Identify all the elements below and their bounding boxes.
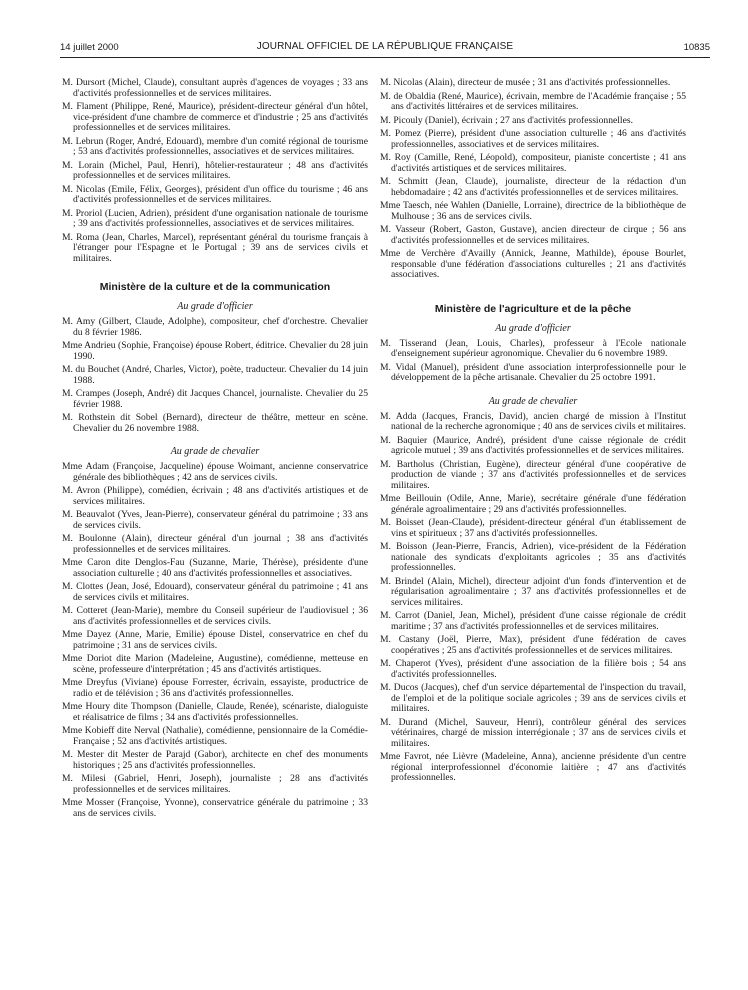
header-title: JOURNAL OFFICIEL DE LA RÉPUBLIQUE FRANÇAISE [256, 41, 514, 52]
entry: M. Proriol (Lucien, Adrien), président d'une organisation nationale de tourisme ; 39 ans d'activités professionnelles, associatives et de services militaires. [62, 207, 368, 229]
grade-chevalier-label: Au grade de chevalier [170, 446, 260, 457]
entry: M. Boisson (Jean-Pierre, Francis, Adrien), vice-président de la Fédération nationale des syndicats d'exploitants agricoles ; 35 ans d'activités professionnelles. [380, 541, 686, 573]
entry: Mme Favrot, née Lièvre (Madeleine, Anna), ancienne présidente d'un centre régional interprofessionnel d'économie laitière ; 47 ans d'activités professionnelles. [380, 751, 686, 783]
left-top-entries [62, 78, 368, 264]
entry: M. Durand (Michel, Sauveur, Henri), contrôleur général des services vétérinaires, chargé de mission interrégionale ; 37 ans de services civils et militaires. [380, 716, 686, 749]
entry: Mme Mosser (Françoise, Yvonne), conservatrice générale du patrimoine ; 33 ans de services civils. [62, 797, 368, 819]
entry: M. Baquier (Maurice, André), président d'une caisse régionale de crédit agricole mutuel ; 39 ans d'activités professionnelles et de services militaires. [380, 434, 686, 456]
section-title-agriculture: Ministère de l'agriculture et de la pêche [434, 302, 632, 315]
entry: M. Chaperot (Yves), président d'une association de la filière bois ; 54 ans d'activités professionnelles. [380, 658, 686, 680]
entry: M. Nicolas (Alain), directeur de musée ; 31 ans d'activités professionnelles. [380, 77, 671, 88]
grade-chevalier-label: Au grade de chevalier [488, 395, 578, 407]
right-column [380, 78, 686, 787]
entry: M. Lorain (Michel, Paul, Henri), hôtelier-restaurateur ; 48 ans d'activités professionnelles et de services militaires. [62, 159, 368, 181]
entry: Mme Houry dite Thompson (Danielle, Claude, Renée), scénariste, dialoguiste et réalisatrice de films ; 34 ans d'activités professionnelles. [62, 701, 368, 723]
entry: M. Crampes (Joseph, André) dit Jacques Chancel, journaliste. Chevalier du 25 février 1988. [62, 388, 368, 410]
entry: M. Adda (Jacques, Francis, David), ancien chargé de mission à l'Institut national de la recherche agronomique ; 40 ans de services civils et militaires. [380, 410, 686, 432]
entry: M. Tisserand (Jean, Louis, Charles), professeur à l'Ecole nationale d'enseignement supérieur agronomique. Chevalier du 6 novembre 1989. [380, 337, 686, 359]
page-header [60, 40, 710, 54]
entry: M. Brindel (Alain, Michel), directeur adjoint d'un fonds d'intervention et de régularisation agroalimentaire ; 37 ans d'activités professionnelles et de services militaires. [380, 575, 686, 608]
left-officier-entries [62, 317, 368, 434]
entry: Mme Beillouin (Odile, Anne, Marie), secrétaire générale d'une fédération générale agroalimentaire ; 29 ans d'activités professionnelles. [380, 493, 686, 515]
entry: Mme Doriot dite Marion (Madeleine, Augustine), comédienne, metteuse en scène, professeure d'interprétation ; 45 ans d'activités artistiques. [62, 653, 368, 675]
entry: M. Cotteret (Jean-Marie), membre du Conseil supérieur de l'audiovisuel ; 36 ans d'activités professionnelles et de services civils. [62, 605, 368, 627]
entry: M. Beauvalot (Yves, Jean-Pierre), conservateur général du patrimoine ; 33 ans de services civils. [62, 509, 368, 531]
entry: M. Roma (Jean, Charles, Marcel), représentant général du tourisme français à l'étranger pour l'Espagne et le Portugal ; 39 ans de services civils et militaires. [62, 231, 368, 264]
header-rule [60, 57, 710, 58]
entry: Mme Taesch, née Wahlen (Danielle, Lorraine), directrice de la bibliothèque de Mulhouse ; 36 ans de services civils. [380, 200, 686, 222]
entry: M. Picouly (Daniel), écrivain ; 27 ans d'activités professionnelles. [380, 114, 633, 126]
right-officier-entries [380, 339, 686, 384]
entry: M. de Obaldia (René, Maurice), écrivain, membre de l'Académie française ; 55 ans d'activités littéraires et de services militaires. [380, 90, 686, 112]
entry: M. Bartholus (Christian, Eugène), directeur général d'une coopérative de production de viande ; 37 ans d'activités professionnelles et de services militaires. [380, 458, 686, 491]
header-date: 14 juillet 2000 [60, 42, 119, 53]
entry: Mme Dayez (Anne, Marie, Emilie) épouse Distel, conservatrice en chef du patrimoine ; 31 ans de services civils. [62, 629, 368, 651]
left-column [62, 78, 368, 822]
entry: M. Pomez (Pierre), président d'une association culturelle ; 46 ans d'activités professionnelles, associatives et de services militaires. [380, 128, 686, 150]
entry: M. Rothstein dit Sobel (Bernard), directeur de théâtre, metteur en scène. Chevalier du 26 novembre 1988. [62, 412, 368, 434]
entry: M. Amy (Gilbert, Claude, Adolphe), compositeur, chef d'orchestre. Chevalier du 8 février 1986. [62, 316, 368, 338]
entry: M. Roy (Camille, René, Léopold), compositeur, pianiste concertiste ; 41 ans d'activités artistiques et de services militaires. [380, 152, 686, 174]
entry: Mme de Verchère d'Availly (Annick, Jeanne, Mathilde), épouse Bourlet, responsable d'une fédération d'associations culturelles ; 21 ans d'activités associatives. [380, 248, 686, 280]
entry: M. Boisset (Jean-Claude), président-directeur général d'un établissement de vins et spiritueux ; 37 ans d'activités professionnelles. [380, 517, 686, 539]
entry: M. Clottes (Jean, José, Edouard), conservateur général du patrimoine ; 41 ans de services civils et militaires. [62, 581, 368, 603]
entry: Mme Adam (Françoise, Jacqueline) épouse Woimant, ancienne conservatrice générale des bibliothèques ; 42 ans de services civils. [62, 461, 368, 483]
grade-officier-label: Au grade d'officier [177, 301, 253, 312]
entry: M. Nicolas (Emile, Félix, Georges), président d'un office du tourisme ; 46 ans d'activités professionnelles et de services militaires. [62, 183, 368, 205]
entry: M. du Bouchet (André, Charles, Victor), poète, traducteur. Chevalier du 14 juin 1988. [62, 364, 368, 386]
header-page-number: 10835 [683, 42, 710, 53]
entry: M. Avron (Philippe), comédien, écrivain ; 48 ans d'activités artistiques et de services militaires. [62, 485, 368, 507]
grade-officier-label: Au grade d'officier [495, 322, 571, 334]
left-chevalier-entries [62, 462, 368, 819]
entry: Mme Kobieff dite Nerval (Nathalie), comédienne, pensionnaire de la Comédie-Française ; 52 ans d'activités artistiques. [62, 725, 368, 747]
entry: M. Schmitt (Jean, Claude), journaliste, directeur de la rédaction d'un hebdomadaire ; 42 ans d'activités professionnelles et de services militaires. [380, 176, 686, 198]
entry: M. Dursort (Michel, Claude), consultant auprès d'agences de voyages ; 33 ans d'activités professionnelles et de services militaires. [62, 77, 368, 99]
entry: M. Flament (Philippe, René, Maurice), président-directeur général d'un hôtel, vice-président d'une chambre de commerce et d'industrie ; 25 ans d'activités professionnelles et de services militaires. [62, 101, 368, 133]
entry: M. Castany (Joël, Pierre, Max), président d'une fédération de caves coopératives ; 25 ans d'activités professionnelles et de services militaires. [380, 634, 686, 656]
entry: Mme Caron dite Denglos-Fau (Suzanne, Marie, Thérèse), présidente d'une association culturelle ; 40 ans d'activités professionnelles et associatives. [62, 557, 368, 579]
entry: M. Vidal (Manuel), président d'une association interprofessionnelle pour le développement de la pêche artisanale. Chevalier du 25 octobre 1991. [380, 361, 686, 383]
entry: M. Carrot (Daniel, Jean, Michel), président d'une caisse régionale de crédit maritime ; 37 ans d'activités professionnelles et de services militaires. [380, 610, 686, 632]
entry: M. Vasseur (Robert, Gaston, Gustave), ancien directeur de cirque ; 56 ans d'activités professionnelles et de services militaires. [380, 224, 686, 246]
entry: M. Mester dit Mester de Parajd (Gabor), architecte en chef des monuments historiques ; 25 ans d'activités professionnelles. [62, 749, 368, 771]
entry: M. Lebrun (Roger, André, Edouard), membre d'un comité régional de tourisme ; 53 ans d'activités professionnelles, associatives et de services militaires. [62, 135, 368, 157]
entry: M. Boulonne (Alain), directeur général d'un journal ; 38 ans d'activités professionnelles et de services militaires. [62, 533, 368, 555]
entry: Mme Dreyfus (Viviane) épouse Forrester, écrivain, essayiste, productrice de radio et de télévision ; 36 ans d'activités professionnelles. [62, 677, 368, 699]
right-top-entries [380, 78, 686, 281]
entry: M. Milesi (Gabriel, Henri, Joseph), journaliste ; 28 ans d'activités professionnelles et de services militaires. [62, 773, 368, 795]
entry: M. Ducos (Jacques), chef d'un service départemental de l'inspection du travail, de l'emploi et de la politique sociale agricoles ; 39 ans de services civils et militaires. [380, 682, 686, 714]
right-chevalier-entries [380, 412, 686, 784]
section-title-culture: Ministère de la culture et de la communication [99, 281, 331, 293]
entry: Mme Andrieu (Sophie, Françoise) épouse Robert, éditrice. Chevalier du 28 juin 1990. [62, 340, 368, 362]
